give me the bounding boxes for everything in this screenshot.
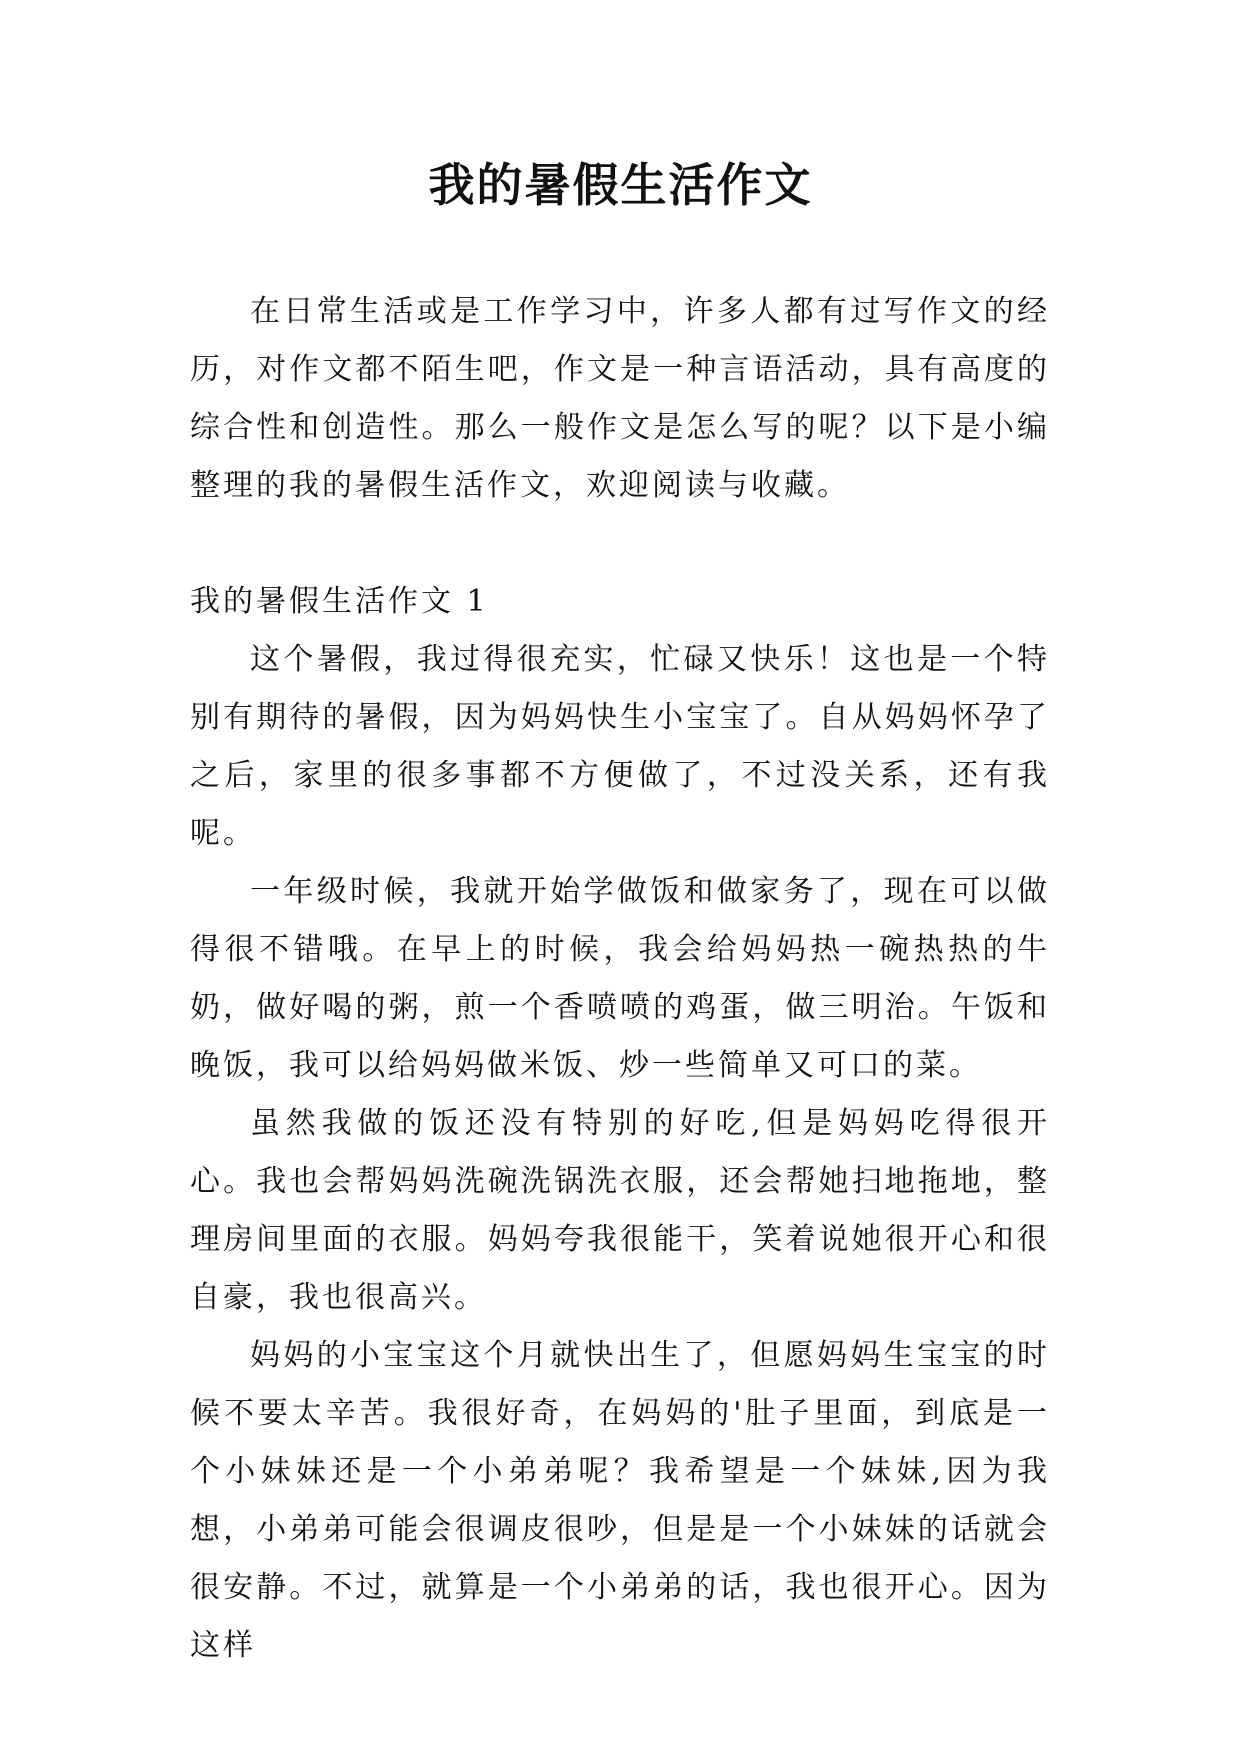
body-paragraph-4: 妈妈的小宝宝这个月就快出生了，但愿妈妈生宝宝的时候不要太辛苦。我很好奇，在妈妈的'肚子里面，到底是一个小妹妹还是一个小弟弟呢？我希望是一个妹妹,因为我想，小弟弟可能会很调皮很吵，但是是一个小妹妹的话就会很安静。不过，就算是一个小弟弟的话，我也很开心。因为这样: [190, 1338, 1050, 1663]
section-heading: 我的暑假生活作文 1: [190, 584, 489, 619]
document-title: 我的暑假生活作文: [428, 158, 813, 212]
body-paragraph-1: 这个暑假，我过得很充实，忙碌又快乐！这也是一个特别有期待的暑假，因为妈妈快生小宝宝了。自从妈妈怀孕了之后，家里的很多事都不方便做了，不过没关系，还有我呢。: [190, 642, 1050, 851]
body-paragraph-3: 虽然我做的饭还没有特别的好吃,但是妈妈吃得很开心。我也会帮妈妈洗碗洗锅洗衣服，还会帮她扫地拖地，整理房间里面的衣服。妈妈夸我很能干，笑着说她很开心和很自豪，我也很高兴。: [190, 1106, 1050, 1315]
intro-paragraph: 在日常生活或是工作学习中，许多人都有过写作文的经历，对作文都不陌生吧，作文是一种言语活动，具有高度的综合性和创造性。那么一般作文是怎么写的呢？以下是小编整理的我的暑假生活作文，欢迎阅读与收藏。: [190, 294, 1050, 503]
body-paragraph-2: 一年级时候，我就开始学做饭和做家务了，现在可以做得很不错哦。在早上的时候，我会给妈妈热一碗热热的牛奶，做好喝的粥，煎一个香喷喷的鸡蛋，做三明治。午饭和晚饭，我可以给妈妈做米饭、炒一些简单又可口的菜。: [190, 874, 1050, 1083]
document-body: [190, 283, 1050, 1675]
